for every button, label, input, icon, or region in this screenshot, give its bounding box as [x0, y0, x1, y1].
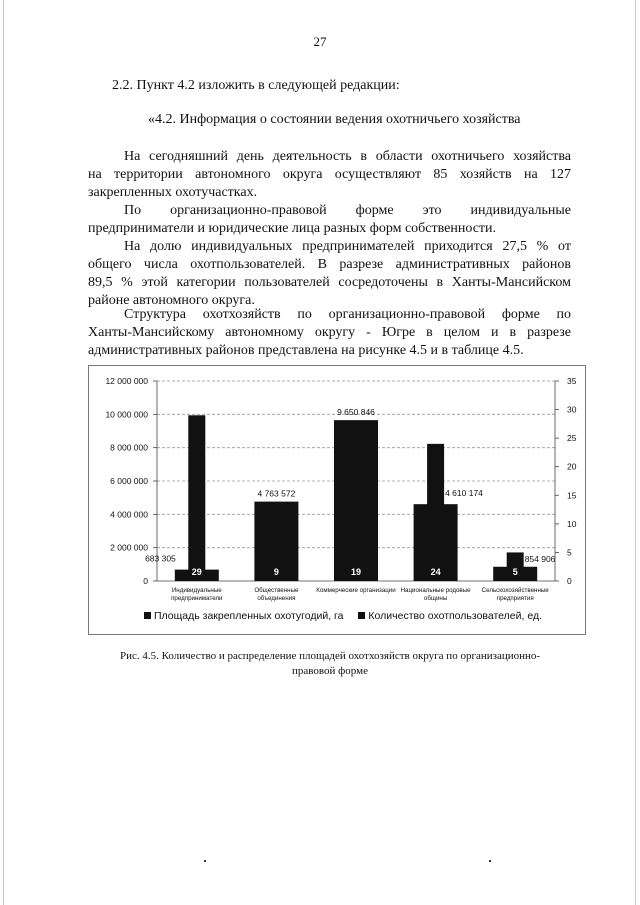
legend-label-area: Площадь закрепленных охотугодий, га [154, 610, 344, 622]
figure-caption [70, 649, 590, 679]
caption-line: Рис. 4.5. Количество и распределение площадей охотхозяйств округа по организационно- [119, 650, 541, 662]
category-label: предприятия [496, 595, 534, 602]
legend-swatch-area [144, 612, 151, 619]
paragraph-3 [88, 238, 571, 310]
y-right-tick-label: 35 [567, 376, 577, 386]
count-data-label: 29 [191, 567, 202, 577]
bar-count [348, 472, 365, 581]
y-left-tick-label: 6 000 000 [110, 476, 148, 486]
y-right-tick-label: 5 [567, 547, 572, 558]
bar-count [188, 415, 205, 581]
area-data-label: 4 763 572 [257, 488, 296, 499]
scan-speck [204, 860, 206, 862]
y-right-tick-label: 25 [567, 433, 577, 444]
scan-speck [489, 860, 491, 862]
area-data-label: 683 305 [145, 553, 176, 564]
paragraph-2 [88, 202, 571, 238]
count-data-label: 9 [273, 567, 279, 577]
category-label: предприниматели [171, 595, 223, 602]
y-right-tick-label: 0 [567, 576, 572, 586]
paragraph-line: административных районов представлена на рисунке 4.5 и в таблице 4.5. [88, 343, 524, 358]
y-left-tick-label: 2 000 000 [110, 542, 148, 553]
y-left-tick-label: 10 000 000 [105, 409, 148, 420]
legend-swatch-count [358, 612, 365, 619]
legend-label-count: Количество охотпользователей, ед. [368, 610, 542, 622]
count-data-label: 24 [430, 567, 441, 577]
paragraph-line: на территории автономного округа осуществляют 85 хозяйств на 127 [88, 167, 571, 182]
paragraph-line: По организационно-правовой форме это индивидуальные [124, 203, 571, 218]
y-right-tick-label: 20 [567, 461, 577, 472]
paragraph-line: Ханты-Мансийскому автономному округу - Югре в целом и в разрезе [88, 325, 571, 340]
y-left-tick-label: 12 000 000 [105, 376, 148, 386]
paragraph-line: На долю индивидуальных предпринимателей приходится 27,5 % от [124, 239, 571, 254]
category-label: Индивидуальные [171, 587, 222, 594]
category-label: общины [423, 595, 448, 602]
area-data-label: 4 610 174 [445, 488, 483, 499]
paragraph-line: районе автономного округа. [88, 293, 255, 308]
area-data-label: 9 650 846 [337, 407, 375, 418]
paragraph-4 [88, 306, 571, 360]
y-right-tick-label: 30 [567, 404, 577, 415]
count-data-label: 19 [350, 567, 362, 577]
scan-edge-right [635, 0, 636, 905]
y-left-tick-label: 0 [143, 576, 148, 586]
caption-line: правовой форме [292, 665, 368, 677]
chart-legend [89, 610, 585, 622]
paragraph-1 [88, 148, 571, 202]
bar-count [427, 444, 444, 581]
page-number: 27 [313, 34, 327, 49]
bar-chart-svg [89, 366, 585, 610]
category-label: Коммерческие организации [316, 587, 396, 594]
category-label: Сельскохозяйственные [481, 587, 549, 594]
paragraph-line: 89,5 % этой категории пользователей сосредоточены в Ханты-Мансийском [88, 275, 571, 290]
scan-edge-left [3, 0, 4, 905]
paragraph-line: предприниматели и юридические лица разных форм собственности. [88, 221, 497, 236]
section-heading: «4.2. Информация о состоянии ведения охотничьего хозяйства [148, 112, 521, 127]
y-left-tick-label: 4 000 000 [110, 509, 148, 520]
category-label: объединения [257, 595, 296, 602]
y-right-tick-label: 15 [567, 490, 577, 501]
count-data-label: 5 [512, 567, 518, 577]
paragraph-line: Структура охотхозяйств по организационно-правовой форме по [124, 307, 571, 322]
amendment-heading: 2.2. Пункт 4.2 изложить в следующей редакции: [112, 78, 400, 93]
y-right-tick-label: 10 [567, 518, 577, 529]
area-data-label: 854 906 [524, 553, 556, 564]
category-label: Общественные [254, 587, 299, 594]
paragraph-line: На сегодняшний день деятельность в области охотничьего хозяйства [124, 149, 571, 164]
figure-4-5-chart [88, 365, 586, 635]
paragraph-line: закрепленных охотучастках. [88, 185, 258, 200]
y-left-tick-label: 8 000 000 [110, 442, 148, 453]
paragraph-line: общего числа охотпользователей. В разрезе административных районов [88, 257, 571, 272]
category-label: Национальные родовые [400, 587, 471, 594]
